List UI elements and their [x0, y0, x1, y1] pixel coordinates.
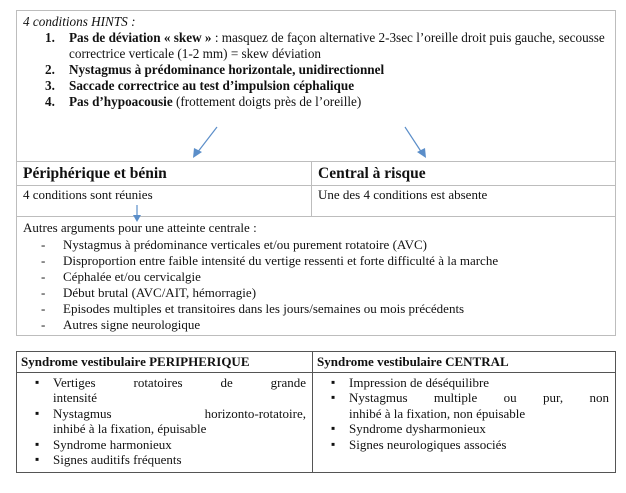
syndrome-item: [35, 437, 306, 453]
hints-section: [17, 11, 615, 161]
hint-rest: : masquez de façon alternative 2-3sec l’oreille droit puis gauche, secousse correctrice verticale (1-2 mm) = skew déviation: [69, 30, 605, 61]
hint-bold: Saccade correctrice au test d’impulsion céphalique: [69, 78, 355, 93]
peripheral-syndrome: [17, 352, 313, 472]
syndrome-item: [331, 390, 609, 421]
other-lead: Autres arguments pour une atteinte centrale :: [23, 220, 257, 235]
hint-bold: Nystagmus à prédominance horizontale, unidirectionnel: [69, 62, 385, 77]
syndrome-item: [331, 375, 609, 391]
central-syndrome-title: Syndrome vestibulaire CENTRAL: [313, 352, 615, 373]
central-syndrome: [313, 352, 615, 472]
other-arguments: [17, 217, 615, 336]
peripheral-syndrome-title: Syndrome vestibulaire PERIPHERIQUE: [17, 352, 312, 373]
syndrome-item-line1: ▪ Nystagmus multiple ou pur, non: [349, 390, 609, 405]
arrow-right-head: [417, 148, 426, 158]
syndrome-item: [35, 452, 306, 468]
hint-number: 4.: [45, 94, 55, 109]
syndrome-item-line1: ▪ Syndrome dysharmonieux: [349, 421, 486, 436]
central-title: Central à risque: [312, 162, 615, 186]
arrow-right-line: [405, 127, 422, 153]
hint-number: 3.: [45, 78, 55, 93]
other-list: [41, 237, 498, 333]
central-syndrome-list: [331, 375, 609, 453]
syndrome-item-line2: inhibé à la fixation, non épuisable: [349, 405, 526, 421]
central-text: Une des 4 conditions est absente: [318, 187, 488, 202]
other-item: - Episodes multiples et transitoires dans les jours/semaines ou mois précédents: [41, 301, 498, 317]
syndrome-item-line1: ▪ Vertiges rotatoires de grande: [53, 374, 306, 390]
peripheral-title: Périphérique et bénin: [17, 162, 311, 186]
hint-number: 1.: [45, 30, 55, 45]
syndrome-item-line1: ▪ Syndrome harmonieux: [53, 436, 172, 452]
syndrome-item-line1: ▪ Signes auditifs fréquents: [53, 452, 182, 467]
hint-bold: Pas de déviation « skew »: [69, 30, 212, 45]
other-item: - Céphalée et/ou cervicalgie: [41, 269, 498, 285]
hints-table: [16, 10, 616, 336]
peripheral-text: 4 conditions sont réunies: [23, 187, 153, 202]
arrow-left-head: [193, 148, 202, 158]
syndrome-item-line1: ▪ Signes neurologiques associés: [349, 436, 507, 452]
hint-bold: Pas d’hypoacousie: [69, 94, 173, 109]
other-item: - Début brutal (AVC/AIT, hémorragie): [41, 285, 498, 301]
syndrome-item-line2: inhibé à la fixation, épuisable: [53, 421, 207, 436]
hint-rest: (frottement doigts près de l’oreille): [172, 94, 362, 109]
syndrome-item: [35, 406, 306, 437]
other-item: - Autres signe neurologique: [41, 317, 498, 333]
syndromes-table: [16, 351, 616, 473]
other-item: - Disproportion entre faible intensité du vertige ressenti et forte difficulté à la marche: [41, 253, 498, 269]
syndrome-item: [331, 437, 609, 453]
syndrome-item-line2: intensité: [53, 390, 98, 405]
arrows-layer: [17, 11, 617, 161]
syndrome-item: [35, 375, 306, 406]
other-item: - Nystagmus à prédominance verticales et/ou purement rotatoire (AVC): [41, 237, 498, 253]
syndrome-item: [331, 421, 609, 437]
peripheral-syndrome-list: [35, 375, 306, 468]
hint-number: 2.: [45, 62, 55, 77]
syndrome-item-line1: ▪ Nystagmus horizonto-rotatoire,: [53, 405, 306, 421]
syndrome-item-line1: ▪ Impression de déséquilibre: [349, 374, 490, 390]
hints-intro: 4 conditions HINTS :: [23, 14, 136, 29]
arrow-left-line: [197, 127, 217, 153]
